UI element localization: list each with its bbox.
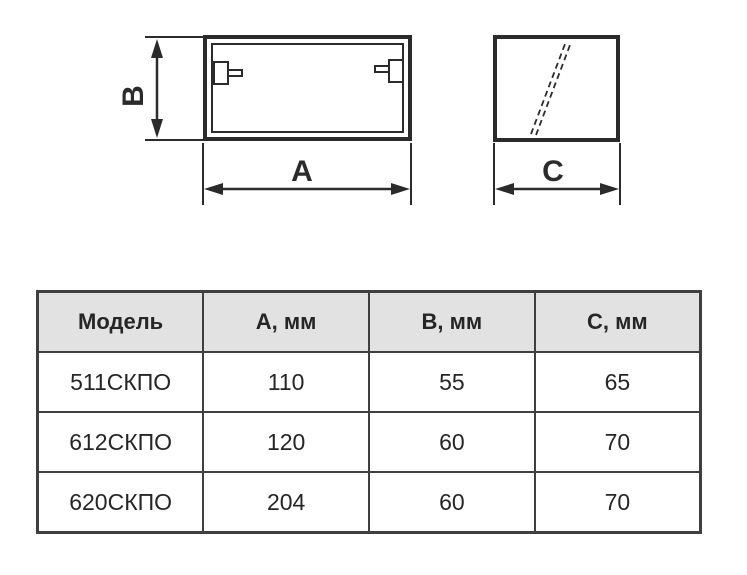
dim-a-label: A xyxy=(291,155,313,188)
dim-c-arrow-right xyxy=(600,183,619,195)
spec-table xyxy=(36,290,702,534)
dim-b-arrow-up xyxy=(151,39,163,58)
cell-c: 65 xyxy=(535,352,701,412)
side-view xyxy=(495,37,618,140)
dimension-drawing xyxy=(0,0,747,230)
table-row xyxy=(38,412,701,472)
header-a-mm: А, мм xyxy=(203,292,369,353)
cell-model: 620СКПО xyxy=(38,472,204,533)
cell-model: 511СКПО xyxy=(38,352,204,412)
side-view-rect xyxy=(495,37,618,140)
cell-a: 120 xyxy=(203,412,369,472)
cell-a: 110 xyxy=(203,352,369,412)
dim-a-arrow-right xyxy=(391,183,410,195)
right-clip-pin xyxy=(375,66,389,72)
cell-b: 60 xyxy=(369,412,535,472)
right-clip-body xyxy=(389,60,403,82)
dim-a-arrow-left xyxy=(204,183,223,195)
header-model: Модель xyxy=(38,292,204,353)
cell-a: 204 xyxy=(203,472,369,533)
dim-c-label: C xyxy=(542,155,564,188)
dimension-b xyxy=(117,37,204,140)
spec-table-header-row xyxy=(38,292,701,353)
cell-model: 612СКПО xyxy=(38,412,204,472)
front-view xyxy=(205,37,410,139)
cell-c: 70 xyxy=(535,472,701,533)
dim-b-arrow-down xyxy=(151,119,163,138)
cell-b: 60 xyxy=(369,472,535,533)
header-b-mm: В, мм xyxy=(369,292,535,353)
header-c-mm: С, мм xyxy=(535,292,701,353)
cell-c: 70 xyxy=(535,412,701,472)
left-clip-pin xyxy=(228,70,242,76)
dimension-a xyxy=(203,143,411,205)
table-row xyxy=(38,352,701,412)
dim-b-label: B xyxy=(117,85,150,107)
front-view-outer-rect xyxy=(205,37,410,139)
dim-c-arrow-left xyxy=(495,183,514,195)
dimension-c xyxy=(494,143,620,205)
left-clip-body xyxy=(214,62,228,84)
cell-b: 55 xyxy=(369,352,535,412)
table-row xyxy=(38,472,701,533)
